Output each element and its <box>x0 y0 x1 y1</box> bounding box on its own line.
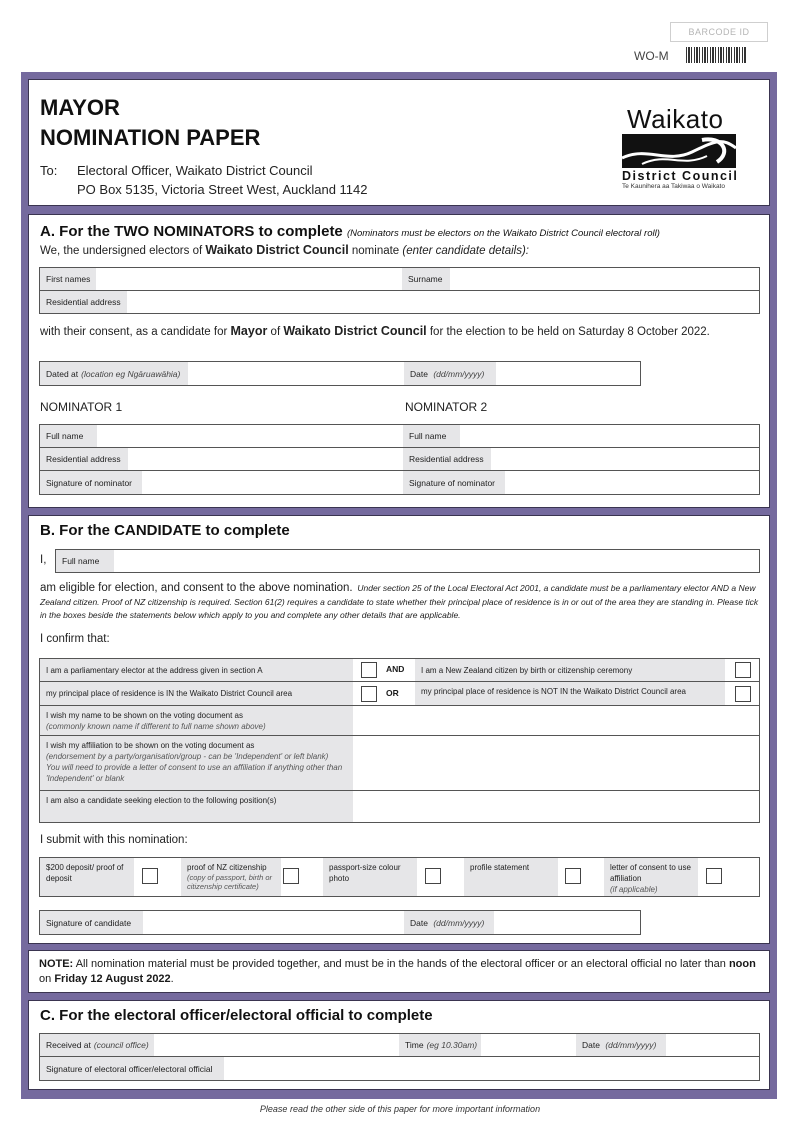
residential-address-label: Residential address <box>40 291 127 313</box>
date-label: Date (dd/mm/yyyy) <box>404 362 496 385</box>
nominator-2-signature-label: Signature of nominator <box>403 471 505 494</box>
eligibility-statement: am eligible for election, and consent to the above nomination. Under section 25 of the Local Electoral Act 2001, a candidate must be a parliamentary elector AND a New Zealand citizen. Proof of NZ citizenship is required. Section 61(2) requires a candidate to state whether their principal place of residence is in or out of the area they are standing in. Please tick in the boxes beside the statements below which apply to you and complete any other details that are applicable. <box>40 582 759 620</box>
profile-statement-checkbox[interactable] <box>565 868 581 884</box>
candidate-signature-label: Signature of candidate <box>40 911 143 934</box>
section-c-heading: C. For the electoral officer/electoral official to complete <box>40 1007 433 1024</box>
citizenship-proof-label: proof of NZ citizenship (copy of passport, birth or citizenship certificate) <box>181 858 281 896</box>
affiliation-consent-checkbox[interactable] <box>706 868 722 884</box>
affiliation-field[interactable] <box>353 736 759 790</box>
surname-field[interactable] <box>450 268 759 290</box>
section-a-panel <box>28 214 770 508</box>
received-date-label: Date (dd/mm/yyyy) <box>576 1034 666 1056</box>
dated-at-label: Dated at (location eg Ngāruawāhia) <box>40 362 188 385</box>
received-at-label: Received at (council office) <box>40 1034 154 1056</box>
dated-at-field[interactable] <box>188 362 404 385</box>
candidate-name-table <box>55 549 760 573</box>
residence-not-in-area-label: my principal place of residence is NOT IN the Waikato District Council area <box>415 682 725 705</box>
form-code: WO-M <box>634 49 669 63</box>
logo-wave-icon <box>622 134 736 168</box>
nominator-1-heading: NOMINATOR 1 <box>40 400 123 414</box>
residence-not-in-area-checkbox[interactable] <box>735 686 751 702</box>
time-label: Time (eg 10.30am) <box>399 1034 481 1056</box>
nz-citizen-label: I am a New Zealand citizen by birth or citizenship ceremony <box>415 659 725 681</box>
other-positions-field[interactable] <box>353 791 759 822</box>
deposit-checkbox[interactable] <box>142 868 158 884</box>
or-connector: OR <box>386 688 399 698</box>
photo-label: passport-size colour photo <box>323 858 417 896</box>
confirm-table <box>39 658 760 823</box>
official-signature-label: Signature of electoral officer/electoral official <box>40 1057 224 1080</box>
logo-wordmark: Waikato <box>627 104 724 134</box>
candidate-signature-field[interactable] <box>143 911 404 934</box>
first-names-field[interactable] <box>96 268 402 290</box>
parliamentary-elector-label: I am a parliamentary elector at the address given in section A <box>40 659 353 681</box>
voting-name-field[interactable] <box>353 706 759 735</box>
nominator-2-heading: NOMINATOR 2 <box>405 400 488 414</box>
parliamentary-elector-checkbox[interactable] <box>361 662 377 678</box>
first-names-label: First names <box>40 268 96 290</box>
affiliation-label: I wish my affiliation to be shown on the voting document as (endorsement by a party/organisation/group - can be 'Independent' or left blank) You will need to provide a letter of consent to use an affiliation if anything other than 'Independent' or blank <box>40 736 353 790</box>
submit-heading: I submit with this nomination: <box>40 834 188 846</box>
footer-note: Please read the other side of this paper for more important information <box>259 1104 541 1114</box>
title-line-1: MAYOR <box>40 95 120 120</box>
deposit-label: $200 deposit/ proof of deposit <box>40 858 134 896</box>
nominator-1-signature-field[interactable] <box>142 471 403 494</box>
received-at-field[interactable] <box>154 1034 399 1056</box>
consent-statement: with their consent, as a candidate for Mayor of Waikato District Council for the election to be held on Saturday 8 October 2022. <box>40 324 710 338</box>
other-positions-label: I am also a candidate seeking election to the following position(s) <box>40 791 353 822</box>
received-date-field[interactable] <box>666 1034 759 1056</box>
candidate-signature-table <box>39 910 641 935</box>
nominator-1-full-name-label: Full name <box>40 425 97 447</box>
candidate-date-label: Date (dd/mm/yyyy) <box>404 911 494 934</box>
nominators-table <box>39 424 760 495</box>
logo-tagline: Te Kaunihera aa Takiwaa o Waikato <box>622 183 725 190</box>
candidate-details-table <box>39 267 760 314</box>
candidate-full-name-label: Full name <box>56 550 114 572</box>
nominator-1-address-field[interactable] <box>128 448 403 470</box>
and-connector: AND <box>386 664 405 674</box>
residential-address-field[interactable] <box>127 291 759 313</box>
to-address-line-1: Electoral Officer, Waikato District Council <box>77 163 313 178</box>
nominator-1-full-name-field[interactable] <box>97 425 403 447</box>
section-a-heading: A. For the TWO NOMINATORS to complete (Nominators must be electors on the Waikato District Council electoral roll) <box>40 223 660 240</box>
nominator-2-full-name-field[interactable] <box>460 425 759 447</box>
surname-label: Surname <box>402 268 450 290</box>
i-label: I, <box>40 554 47 566</box>
nominator-1-address-label: Residential address <box>40 448 128 470</box>
photo-checkbox[interactable] <box>425 868 441 884</box>
title-line-2: NOMINATION PAPER <box>40 125 261 150</box>
official-table <box>39 1033 760 1081</box>
barcode-icon <box>686 47 746 63</box>
note-panel <box>28 950 770 993</box>
candidate-full-name-field[interactable] <box>114 550 759 572</box>
dated-at-table <box>39 361 641 386</box>
voting-name-label: I wish my name to be shown on the voting document as (commonly known name if different to full name shown above) <box>40 706 353 735</box>
deadline-note: NOTE: All nomination material must be provided together, and must be in the hands of the electoral officer or an electoral official no later than noon on Friday 12 August 2022. <box>39 958 756 985</box>
section-b-panel <box>28 515 770 944</box>
nominator-2-signature-field[interactable] <box>505 471 759 494</box>
section-c-panel <box>28 1000 770 1090</box>
nz-citizen-checkbox[interactable] <box>735 662 751 678</box>
affiliation-consent-label: letter of consent to use affiliation (if applicable) <box>604 858 698 896</box>
nominator-2-address-field[interactable] <box>491 448 759 470</box>
time-field[interactable] <box>481 1034 576 1056</box>
residence-in-area-checkbox[interactable] <box>361 686 377 702</box>
residence-in-area-label: my principal place of residence is IN the Waikato District Council area <box>40 682 353 705</box>
section-a-intro: We, the undersigned electors of Waikato District Council nominate (enter candidate details): <box>40 243 529 257</box>
date-field[interactable] <box>496 362 640 385</box>
confirm-heading: I confirm that: <box>40 633 110 645</box>
candidate-date-field[interactable] <box>494 911 640 934</box>
official-signature-field[interactable] <box>224 1057 759 1080</box>
logo-district-council: District Council <box>622 169 739 183</box>
to-label: To: <box>40 163 58 178</box>
nominator-1-signature-label: Signature of nominator <box>40 471 142 494</box>
section-b-heading: B. For the CANDIDATE to complete <box>40 522 290 539</box>
nominator-2-full-name-label: Full name <box>403 425 460 447</box>
nominator-2-address-label: Residential address <box>403 448 491 470</box>
barcode-id-box: BARCODE ID <box>670 22 768 42</box>
to-address-line-2: PO Box 5135, Victoria Street West, Auckland 1142 <box>77 182 368 197</box>
citizenship-proof-checkbox[interactable] <box>283 868 299 884</box>
profile-statement-label: profile statement <box>464 858 558 896</box>
submit-table <box>39 857 760 897</box>
